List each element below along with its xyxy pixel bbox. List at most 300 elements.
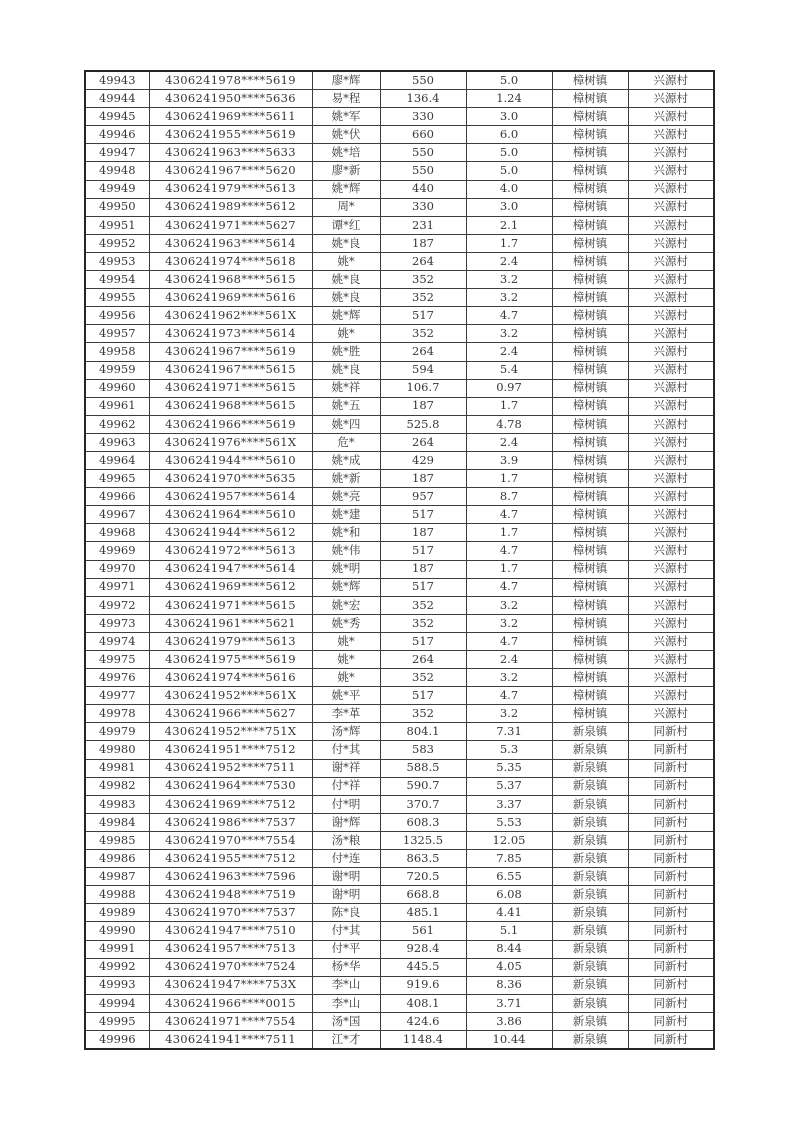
- cell-village: 兴源村: [628, 180, 714, 198]
- cell-amount: 187: [380, 524, 466, 542]
- cell-name: 姚*: [312, 651, 380, 669]
- cell-id-number: 4306241961****5621: [149, 614, 312, 632]
- table-row: [85, 90, 714, 108]
- cell-id-number: 4306241969****5612: [149, 578, 312, 596]
- cell-id-number: 4306241967****5619: [149, 343, 312, 361]
- cell-id-number: 4306241975****5619: [149, 651, 312, 669]
- cell-town: 樟树镇: [552, 252, 628, 270]
- cell-town: 新泉镇: [552, 1012, 628, 1030]
- table-row: [85, 705, 714, 723]
- table-row: [85, 560, 714, 578]
- table-row: [85, 361, 714, 379]
- cell-name: 姚*祥: [312, 379, 380, 397]
- cell-village: 兴源村: [628, 669, 714, 687]
- cell-amount: 660: [380, 126, 466, 144]
- cell-town: 樟树镇: [552, 343, 628, 361]
- cell-amount: 561: [380, 922, 466, 940]
- cell-serial-number: 49974: [85, 632, 149, 650]
- cell-name: 危*: [312, 433, 380, 451]
- cell-rate: 4.7: [466, 506, 552, 524]
- cell-rate: 4.41: [466, 904, 552, 922]
- cell-rate: 3.2: [466, 271, 552, 289]
- cell-rate: 3.37: [466, 795, 552, 813]
- cell-amount: 594: [380, 361, 466, 379]
- cell-rate: 3.86: [466, 1012, 552, 1030]
- cell-town: 樟树镇: [552, 126, 628, 144]
- cell-name: 姚*四: [312, 415, 380, 433]
- cell-id-number: 4306241947****753X: [149, 976, 312, 994]
- cell-name: 姚*伟: [312, 542, 380, 560]
- cell-id-number: 4306241969****7512: [149, 795, 312, 813]
- table-row: [85, 958, 714, 976]
- cell-id-number: 4306241966****5627: [149, 705, 312, 723]
- table-row: [85, 379, 714, 397]
- cell-name: 姚*秀: [312, 614, 380, 632]
- cell-id-number: 4306241952****751X: [149, 723, 312, 741]
- cell-amount: 1325.5: [380, 831, 466, 849]
- cell-serial-number: 49956: [85, 307, 149, 325]
- cell-id-number: 4306241966****5619: [149, 415, 312, 433]
- cell-rate: 1.7: [466, 234, 552, 252]
- table-row: [85, 994, 714, 1012]
- cell-id-number: 4306241969****5611: [149, 108, 312, 126]
- cell-name: 汤*粮: [312, 831, 380, 849]
- subsidy-table: [84, 70, 715, 1050]
- cell-name: 谭*红: [312, 216, 380, 234]
- cell-rate: 2.4: [466, 651, 552, 669]
- table-body: [85, 71, 714, 1049]
- cell-amount: 583: [380, 741, 466, 759]
- cell-town: 樟树镇: [552, 687, 628, 705]
- cell-village: 兴源村: [628, 651, 714, 669]
- cell-village: 兴源村: [628, 470, 714, 488]
- cell-village: 同新村: [628, 850, 714, 868]
- cell-rate: 3.0: [466, 108, 552, 126]
- cell-name: 姚*辉: [312, 578, 380, 596]
- cell-serial-number: 49957: [85, 325, 149, 343]
- cell-name: 姚*辉: [312, 180, 380, 198]
- cell-amount: 106.7: [380, 379, 466, 397]
- cell-town: 樟树镇: [552, 90, 628, 108]
- table-row: [85, 71, 714, 90]
- cell-town: 樟树镇: [552, 144, 628, 162]
- cell-serial-number: 49965: [85, 470, 149, 488]
- table-row: [85, 470, 714, 488]
- cell-town: 樟树镇: [552, 216, 628, 234]
- cell-name: 姚*: [312, 632, 380, 650]
- table-row: [85, 578, 714, 596]
- cell-serial-number: 49944: [85, 90, 149, 108]
- cell-name: 姚*: [312, 669, 380, 687]
- cell-town: 樟树镇: [552, 560, 628, 578]
- cell-rate: 5.53: [466, 813, 552, 831]
- cell-id-number: 4306241964****5610: [149, 506, 312, 524]
- cell-rate: 4.7: [466, 632, 552, 650]
- cell-rate: 4.0: [466, 180, 552, 198]
- cell-village: 兴源村: [628, 198, 714, 216]
- cell-serial-number: 49972: [85, 596, 149, 614]
- table-row: [85, 506, 714, 524]
- cell-name: 姚*: [312, 252, 380, 270]
- table-row: [85, 922, 714, 940]
- cell-town: 新泉镇: [552, 904, 628, 922]
- cell-town: 樟树镇: [552, 271, 628, 289]
- cell-rate: 2.4: [466, 343, 552, 361]
- cell-rate: 2.4: [466, 433, 552, 451]
- cell-name: 姚*: [312, 325, 380, 343]
- cell-serial-number: 49967: [85, 506, 149, 524]
- cell-rate: 3.0: [466, 198, 552, 216]
- cell-serial-number: 49985: [85, 831, 149, 849]
- cell-id-number: 4306241968****5615: [149, 397, 312, 415]
- cell-town: 新泉镇: [552, 777, 628, 795]
- table-row: [85, 795, 714, 813]
- cell-town: 樟树镇: [552, 108, 628, 126]
- cell-id-number: 4306241971****5615: [149, 379, 312, 397]
- table-row: [85, 488, 714, 506]
- cell-name: 李*革: [312, 705, 380, 723]
- cell-name: 廖*辉: [312, 71, 380, 90]
- cell-id-number: 4306241969****5616: [149, 289, 312, 307]
- cell-rate: 6.08: [466, 886, 552, 904]
- cell-amount: 352: [380, 325, 466, 343]
- cell-rate: 2.4: [466, 252, 552, 270]
- cell-serial-number: 49958: [85, 343, 149, 361]
- cell-name: 姚*胜: [312, 343, 380, 361]
- cell-amount: 187: [380, 234, 466, 252]
- cell-village: 同新村: [628, 994, 714, 1012]
- table-row: [85, 126, 714, 144]
- cell-town: 樟树镇: [552, 325, 628, 343]
- table-row: [85, 741, 714, 759]
- cell-serial-number: 49980: [85, 741, 149, 759]
- cell-name: 付*其: [312, 922, 380, 940]
- cell-town: 新泉镇: [552, 976, 628, 994]
- cell-village: 兴源村: [628, 108, 714, 126]
- cell-name: 姚*宏: [312, 596, 380, 614]
- cell-town: 新泉镇: [552, 1030, 628, 1049]
- table-row: [85, 108, 714, 126]
- cell-id-number: 4306241973****5614: [149, 325, 312, 343]
- cell-village: 兴源村: [628, 397, 714, 415]
- cell-village: 同新村: [628, 940, 714, 958]
- cell-rate: 10.44: [466, 1030, 552, 1049]
- cell-rate: 4.7: [466, 578, 552, 596]
- cell-amount: 264: [380, 433, 466, 451]
- cell-town: 樟树镇: [552, 669, 628, 687]
- cell-village: 兴源村: [628, 379, 714, 397]
- cell-amount: 919.6: [380, 976, 466, 994]
- cell-id-number: 4306241974****5618: [149, 252, 312, 270]
- cell-id-number: 4306241962****561X: [149, 307, 312, 325]
- cell-name: 姚*良: [312, 234, 380, 252]
- cell-id-number: 4306241944****5610: [149, 451, 312, 469]
- cell-serial-number: 49968: [85, 524, 149, 542]
- cell-serial-number: 49993: [85, 976, 149, 994]
- cell-village: 同新村: [628, 922, 714, 940]
- cell-village: 兴源村: [628, 144, 714, 162]
- table-row: [85, 162, 714, 180]
- cell-village: 同新村: [628, 831, 714, 849]
- cell-serial-number: 49951: [85, 216, 149, 234]
- table-row: [85, 886, 714, 904]
- cell-town: 樟树镇: [552, 596, 628, 614]
- cell-town: 樟树镇: [552, 542, 628, 560]
- cell-town: 樟树镇: [552, 180, 628, 198]
- cell-village: 同新村: [628, 777, 714, 795]
- cell-village: 兴源村: [628, 307, 714, 325]
- table-row: [85, 596, 714, 614]
- cell-id-number: 4306241972****5613: [149, 542, 312, 560]
- cell-amount: 668.8: [380, 886, 466, 904]
- cell-rate: 5.0: [466, 144, 552, 162]
- cell-id-number: 4306241952****7511: [149, 759, 312, 777]
- table-row: [85, 1012, 714, 1030]
- cell-name: 谢*祥: [312, 759, 380, 777]
- table-row: [85, 216, 714, 234]
- cell-amount: 408.1: [380, 994, 466, 1012]
- cell-id-number: 4306241964****7530: [149, 777, 312, 795]
- table-row: [85, 976, 714, 994]
- cell-town: 樟树镇: [552, 614, 628, 632]
- cell-town: 樟树镇: [552, 379, 628, 397]
- cell-serial-number: 49991: [85, 940, 149, 958]
- cell-village: 同新村: [628, 759, 714, 777]
- cell-village: 同新村: [628, 976, 714, 994]
- cell-town: 樟树镇: [552, 162, 628, 180]
- cell-serial-number: 49982: [85, 777, 149, 795]
- cell-name: 姚*新: [312, 470, 380, 488]
- cell-town: 樟树镇: [552, 506, 628, 524]
- cell-name: 谢*明: [312, 868, 380, 886]
- cell-town: 新泉镇: [552, 868, 628, 886]
- cell-amount: 352: [380, 669, 466, 687]
- cell-amount: 1148.4: [380, 1030, 466, 1049]
- cell-town: 新泉镇: [552, 922, 628, 940]
- cell-rate: 3.2: [466, 614, 552, 632]
- cell-id-number: 4306241941****7511: [149, 1030, 312, 1049]
- table-row: [85, 415, 714, 433]
- cell-rate: 7.85: [466, 850, 552, 868]
- cell-village: 兴源村: [628, 234, 714, 252]
- table-row: [85, 669, 714, 687]
- cell-village: 同新村: [628, 1012, 714, 1030]
- cell-name: 姚*五: [312, 397, 380, 415]
- cell-name: 姚*良: [312, 271, 380, 289]
- cell-serial-number: 49978: [85, 705, 149, 723]
- cell-amount: 330: [380, 198, 466, 216]
- cell-amount: 187: [380, 397, 466, 415]
- cell-rate: 6.55: [466, 868, 552, 886]
- cell-amount: 264: [380, 252, 466, 270]
- cell-serial-number: 49962: [85, 415, 149, 433]
- cell-amount: 957: [380, 488, 466, 506]
- cell-amount: 424.6: [380, 1012, 466, 1030]
- table-row: [85, 234, 714, 252]
- cell-name: 付*平: [312, 940, 380, 958]
- cell-rate: 1.24: [466, 90, 552, 108]
- cell-town: 樟树镇: [552, 632, 628, 650]
- cell-rate: 3.2: [466, 289, 552, 307]
- cell-village: 兴源村: [628, 162, 714, 180]
- cell-amount: 352: [380, 705, 466, 723]
- cell-serial-number: 49959: [85, 361, 149, 379]
- subsidy-table-container: [84, 70, 715, 1050]
- cell-serial-number: 49981: [85, 759, 149, 777]
- cell-serial-number: 49987: [85, 868, 149, 886]
- cell-rate: 12.05: [466, 831, 552, 849]
- cell-amount: 720.5: [380, 868, 466, 886]
- cell-name: 廖*新: [312, 162, 380, 180]
- cell-village: 同新村: [628, 904, 714, 922]
- cell-id-number: 4306241978****5619: [149, 71, 312, 90]
- cell-village: 兴源村: [628, 578, 714, 596]
- cell-name: 姚*平: [312, 687, 380, 705]
- cell-village: 兴源村: [628, 524, 714, 542]
- cell-serial-number: 49975: [85, 651, 149, 669]
- cell-id-number: 4306241963****5614: [149, 234, 312, 252]
- cell-town: 樟树镇: [552, 651, 628, 669]
- cell-serial-number: 49971: [85, 578, 149, 596]
- cell-id-number: 4306241971****5615: [149, 596, 312, 614]
- cell-village: 兴源村: [628, 506, 714, 524]
- cell-rate: 3.2: [466, 669, 552, 687]
- cell-name: 周*: [312, 198, 380, 216]
- cell-serial-number: 49979: [85, 723, 149, 741]
- table-row: [85, 651, 714, 669]
- cell-id-number: 4306241952****561X: [149, 687, 312, 705]
- cell-name: 姚*成: [312, 451, 380, 469]
- cell-village: 同新村: [628, 1030, 714, 1049]
- cell-serial-number: 49950: [85, 198, 149, 216]
- table-row: [85, 850, 714, 868]
- cell-id-number: 4306241971****5627: [149, 216, 312, 234]
- cell-serial-number: 49986: [85, 850, 149, 868]
- cell-village: 兴源村: [628, 343, 714, 361]
- table-row: [85, 433, 714, 451]
- cell-town: 樟树镇: [552, 198, 628, 216]
- cell-id-number: 4306241974****5616: [149, 669, 312, 687]
- cell-village: 兴源村: [628, 71, 714, 90]
- cell-village: 兴源村: [628, 325, 714, 343]
- cell-id-number: 4306241979****5613: [149, 632, 312, 650]
- cell-rate: 6.0: [466, 126, 552, 144]
- cell-id-number: 4306241986****7537: [149, 813, 312, 831]
- cell-name: 付*其: [312, 741, 380, 759]
- cell-serial-number: 49964: [85, 451, 149, 469]
- table-row: [85, 614, 714, 632]
- cell-village: 兴源村: [628, 632, 714, 650]
- cell-name: 汤*辉: [312, 723, 380, 741]
- cell-id-number: 4306241963****5633: [149, 144, 312, 162]
- cell-id-number: 4306241970****5635: [149, 470, 312, 488]
- cell-serial-number: 49948: [85, 162, 149, 180]
- cell-serial-number: 49984: [85, 813, 149, 831]
- cell-name: 姚*建: [312, 506, 380, 524]
- cell-rate: 0.97: [466, 379, 552, 397]
- cell-town: 樟树镇: [552, 289, 628, 307]
- cell-rate: 1.7: [466, 560, 552, 578]
- cell-amount: 517: [380, 542, 466, 560]
- cell-name: 谢*明: [312, 886, 380, 904]
- cell-town: 樟树镇: [552, 705, 628, 723]
- cell-name: 易*程: [312, 90, 380, 108]
- cell-id-number: 4306241970****7554: [149, 831, 312, 849]
- cell-town: 樟树镇: [552, 470, 628, 488]
- cell-amount: 550: [380, 144, 466, 162]
- cell-town: 樟树镇: [552, 524, 628, 542]
- cell-serial-number: 49954: [85, 271, 149, 289]
- cell-amount: 590.7: [380, 777, 466, 795]
- cell-village: 兴源村: [628, 252, 714, 270]
- table-row: [85, 868, 714, 886]
- cell-serial-number: 49969: [85, 542, 149, 560]
- cell-name: 汤*国: [312, 1012, 380, 1030]
- cell-amount: 264: [380, 343, 466, 361]
- table-row: [85, 325, 714, 343]
- cell-name: 李*山: [312, 994, 380, 1012]
- cell-rate: 3.9: [466, 451, 552, 469]
- cell-rate: 5.37: [466, 777, 552, 795]
- cell-name: 谢*辉: [312, 813, 380, 831]
- cell-serial-number: 49960: [85, 379, 149, 397]
- cell-rate: 4.05: [466, 958, 552, 976]
- cell-town: 樟树镇: [552, 307, 628, 325]
- table-row: [85, 632, 714, 650]
- cell-town: 樟树镇: [552, 415, 628, 433]
- cell-village: 兴源村: [628, 560, 714, 578]
- cell-amount: 187: [380, 560, 466, 578]
- table-row: [85, 307, 714, 325]
- table-row: [85, 687, 714, 705]
- cell-village: 兴源村: [628, 271, 714, 289]
- cell-rate: 5.0: [466, 162, 552, 180]
- table-row: [85, 252, 714, 270]
- cell-id-number: 4306241989****5612: [149, 198, 312, 216]
- cell-name: 姚*伏: [312, 126, 380, 144]
- cell-serial-number: 49995: [85, 1012, 149, 1030]
- cell-town: 新泉镇: [552, 795, 628, 813]
- cell-id-number: 4306241948****7519: [149, 886, 312, 904]
- cell-village: 同新村: [628, 795, 714, 813]
- cell-town: 新泉镇: [552, 850, 628, 868]
- cell-village: 兴源村: [628, 451, 714, 469]
- cell-rate: 4.7: [466, 542, 552, 560]
- table-row: [85, 271, 714, 289]
- cell-village: 兴源村: [628, 126, 714, 144]
- cell-rate: 1.7: [466, 397, 552, 415]
- cell-rate: 5.0: [466, 71, 552, 90]
- cell-rate: 3.2: [466, 325, 552, 343]
- cell-town: 樟树镇: [552, 433, 628, 451]
- table-row: [85, 397, 714, 415]
- cell-village: 兴源村: [628, 415, 714, 433]
- cell-serial-number: 49977: [85, 687, 149, 705]
- cell-name: 姚*辉: [312, 307, 380, 325]
- cell-village: 兴源村: [628, 216, 714, 234]
- cell-serial-number: 49970: [85, 560, 149, 578]
- cell-serial-number: 49953: [85, 252, 149, 270]
- cell-rate: 1.7: [466, 470, 552, 488]
- table-row: [85, 1030, 714, 1049]
- cell-village: 兴源村: [628, 596, 714, 614]
- cell-id-number: 4306241967****5620: [149, 162, 312, 180]
- cell-amount: 517: [380, 687, 466, 705]
- cell-rate: 4.7: [466, 307, 552, 325]
- table-row: [85, 904, 714, 922]
- cell-name: 李*山: [312, 976, 380, 994]
- cell-serial-number: 49988: [85, 886, 149, 904]
